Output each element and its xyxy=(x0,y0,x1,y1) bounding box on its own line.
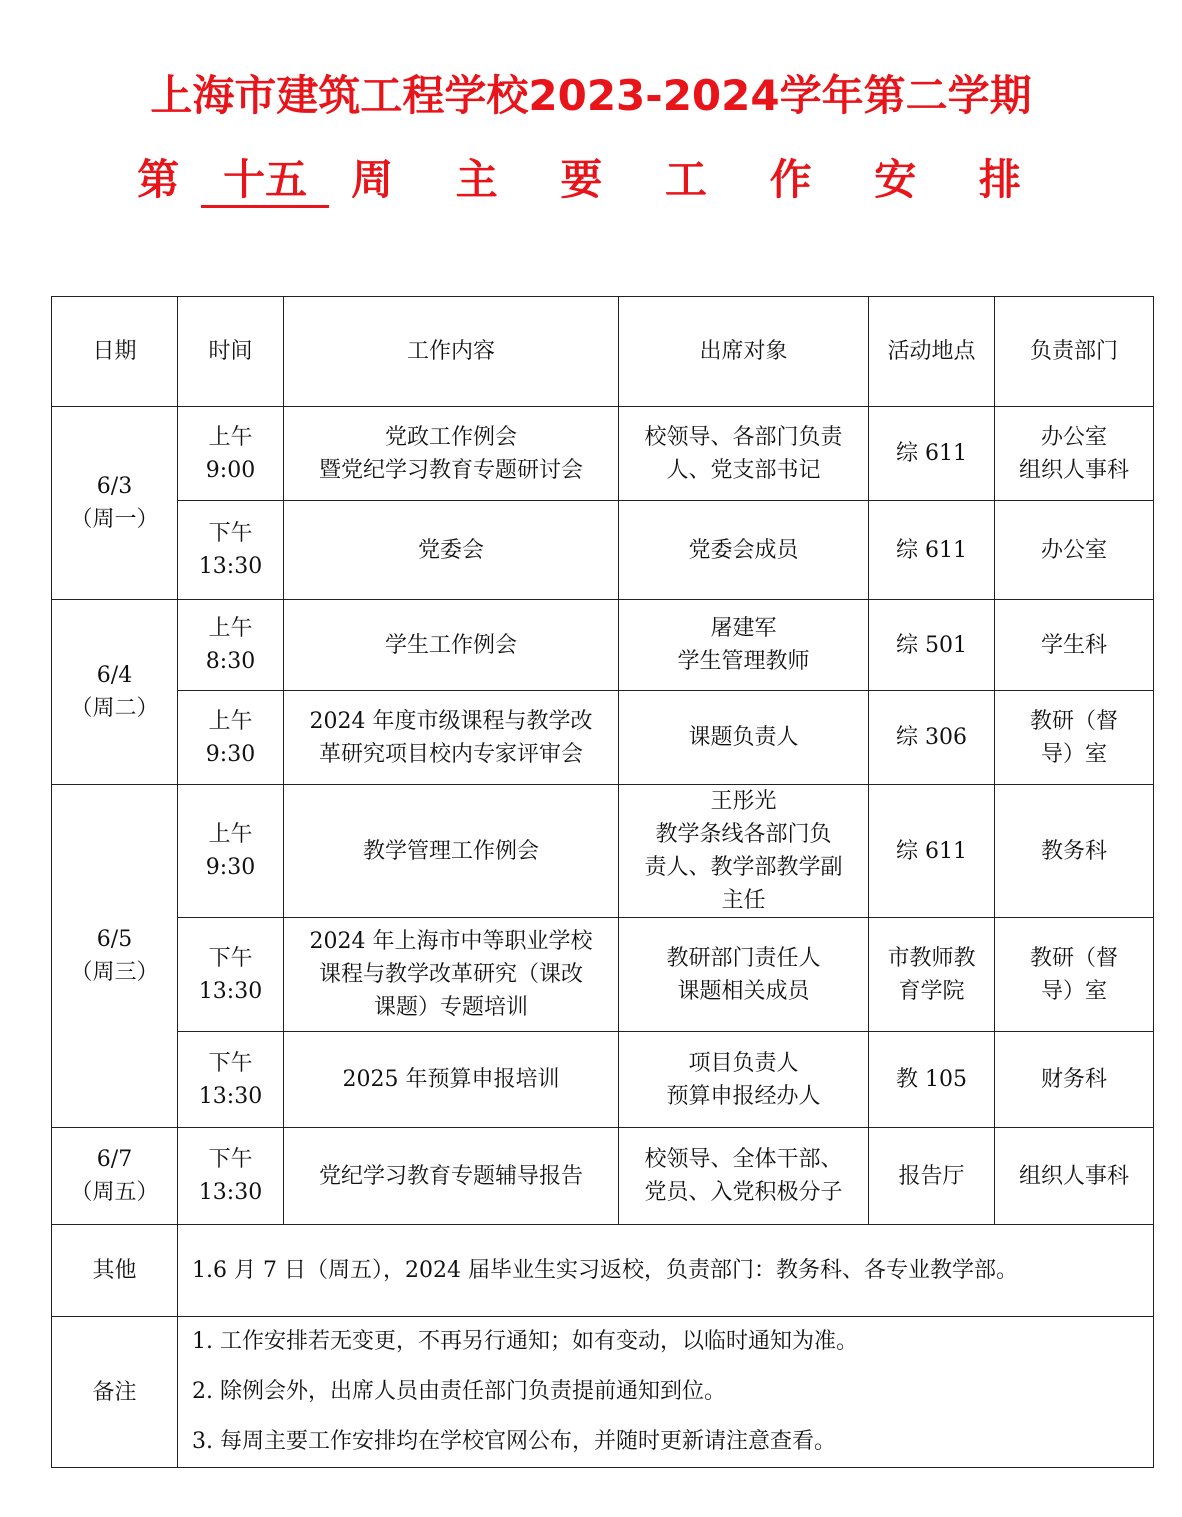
time-cell xyxy=(178,600,284,691)
attendees-line: 主任 xyxy=(721,888,766,913)
location-line: 综 611 xyxy=(896,441,967,466)
time-cell xyxy=(178,501,284,600)
week-number: 十五 xyxy=(201,155,329,208)
content-line: 课程与教学改革研究（课改 xyxy=(318,962,583,987)
other-row xyxy=(52,1225,1154,1317)
other-text: 1.6 月 7 日（周五），2024 届毕业生实习返校，负责部门：教务科、各专业教学部。 xyxy=(178,1225,1154,1317)
location-line: 综 501 xyxy=(896,632,967,658)
location-line: 教 105 xyxy=(896,1067,967,1092)
attendees-cell xyxy=(619,691,869,785)
table-row xyxy=(52,407,1154,501)
attendees-line: 责人、教学部教学副 xyxy=(644,855,843,880)
content-line: 暨党纪学习教育专题研讨会 xyxy=(318,457,583,483)
dept-line: 组织人事科 xyxy=(1018,457,1129,483)
content-cell xyxy=(284,691,619,785)
content-cell xyxy=(284,600,619,691)
dept-cell xyxy=(995,691,1154,785)
table-header-row xyxy=(52,297,1154,407)
attendees-line: 课题负责人 xyxy=(688,725,799,750)
attendees-line: 课题相关成员 xyxy=(677,978,810,1004)
dept-cell xyxy=(995,501,1154,600)
attendees-cell xyxy=(619,1128,869,1225)
attendees-cell xyxy=(619,918,869,1032)
date: 6/5 xyxy=(96,927,133,952)
remark-item: 3. 每周主要工作安排均在学校官网公布，并随时更新请注意查看。 xyxy=(192,1429,836,1454)
location-line: 综 611 xyxy=(896,838,967,864)
table-row xyxy=(52,1128,1154,1225)
time-value: 13:30 xyxy=(198,554,263,579)
schedule-table xyxy=(51,296,1154,1468)
dept-cell xyxy=(995,1128,1154,1225)
weekday: （周一） xyxy=(70,507,159,532)
weekday: （周五） xyxy=(70,1180,159,1205)
table-row xyxy=(52,1032,1154,1128)
date-cell xyxy=(52,1128,178,1225)
content-cell xyxy=(284,1128,619,1225)
header-content: 工作内容 xyxy=(284,297,619,407)
attendees-line: 校领导、全体干部、 xyxy=(644,1147,843,1172)
attendees-line: 王彤光 xyxy=(710,789,777,814)
time-value: 9:30 xyxy=(205,855,256,880)
dept-cell xyxy=(995,407,1154,501)
content-cell xyxy=(284,407,619,501)
content-cell xyxy=(284,1032,619,1128)
attendees-line: 校领导、各部门负责 xyxy=(644,424,843,450)
attendees-line: 教研部门责任人 xyxy=(666,945,821,971)
header-dept: 负责部门 xyxy=(995,297,1154,407)
location-cell xyxy=(869,691,995,785)
date: 6/4 xyxy=(96,663,133,688)
time-cell xyxy=(178,691,284,785)
attendees-cell xyxy=(619,785,869,918)
time-period: 下午 xyxy=(208,1050,253,1076)
dept-line: 组织人事科 xyxy=(1018,1163,1129,1189)
header-date: 日期 xyxy=(52,297,178,407)
remarks-label: 备注 xyxy=(52,1317,178,1468)
location-cell xyxy=(869,918,995,1032)
attendees-line: 项目负责人 xyxy=(688,1050,799,1076)
date: 6/3 xyxy=(96,474,133,499)
remarks-row xyxy=(52,1317,1154,1468)
content-line: 2025 年预算申报培训 xyxy=(342,1067,560,1092)
content-line: 课题）专题培训 xyxy=(373,995,528,1020)
dept-line: 教研（督 xyxy=(1029,708,1118,734)
content-line: 2024 年度市级课程与教学改 xyxy=(309,708,593,734)
dept-cell xyxy=(995,1032,1154,1128)
dept-line: 学生科 xyxy=(1040,632,1107,658)
time-cell xyxy=(178,1128,284,1225)
time-cell xyxy=(178,407,284,501)
time-value: 8:30 xyxy=(205,649,256,674)
date-cell xyxy=(52,407,178,600)
content-line: 党纪学习教育专题辅导报告 xyxy=(318,1163,583,1189)
time-value: 13:30 xyxy=(198,1083,263,1109)
location-line: 市教师教 xyxy=(887,945,976,971)
attendees-cell xyxy=(619,1032,869,1128)
page-subtitle xyxy=(0,150,1182,210)
content-line: 党委会 xyxy=(417,537,484,563)
time-value: 13:30 xyxy=(198,978,263,1004)
location-cell xyxy=(869,600,995,691)
content-line: 教学管理工作例会 xyxy=(362,838,539,864)
time-period: 上午 xyxy=(208,424,253,450)
content-line: 学生工作例会 xyxy=(384,632,517,658)
content-line: 革研究项目校内专家评审会 xyxy=(318,741,583,767)
header-location: 活动地点 xyxy=(869,297,995,407)
header-time: 时间 xyxy=(178,297,284,407)
other-label: 其他 xyxy=(52,1225,178,1317)
attendees-line: 人、党支部书记 xyxy=(666,457,821,483)
remarks-text xyxy=(178,1317,1154,1468)
attendees-line: 屠建军 xyxy=(710,616,777,641)
date: 6/7 xyxy=(96,1147,133,1172)
location-line: 育学院 xyxy=(898,978,965,1004)
remark-item: 1. 工作安排若无变更，不再另行通知；如有变动，以临时通知为准。 xyxy=(192,1329,858,1354)
subtitle-suffix: 周 主 要 工 作 安 排 xyxy=(351,155,1045,204)
time-cell xyxy=(178,1032,284,1128)
header-attendees: 出席对象 xyxy=(619,297,869,407)
time-value: 9:00 xyxy=(205,457,256,483)
weekday: （周二） xyxy=(70,696,159,721)
date-cell xyxy=(52,600,178,785)
location-line: 报告厅 xyxy=(898,1163,965,1189)
time-period: 上午 xyxy=(208,822,253,847)
attendees-line: 党委会成员 xyxy=(688,537,799,563)
table-row xyxy=(52,785,1154,918)
subtitle-prefix: 第 xyxy=(137,155,180,204)
remark-item: 2. 除例会外，出席人员由责任部门负责提前通知到位。 xyxy=(192,1379,726,1404)
dept-line: 导）室 xyxy=(1040,741,1107,767)
time-period: 上午 xyxy=(208,616,253,641)
location-cell xyxy=(869,407,995,501)
attendees-cell xyxy=(619,600,869,691)
table-row xyxy=(52,600,1154,691)
dept-line: 办公室 xyxy=(1040,537,1107,563)
content-line: 党政工作例会 xyxy=(384,424,517,450)
page-title: 上海市建筑工程学校2023-2024学年第二学期 xyxy=(150,71,1032,120)
date-cell xyxy=(52,785,178,1128)
time-value: 9:30 xyxy=(205,741,256,767)
dept-line: 教务科 xyxy=(1040,838,1107,864)
dept-cell xyxy=(995,600,1154,691)
time-cell xyxy=(178,785,284,918)
attendees-line: 学生管理教师 xyxy=(677,649,810,674)
content-line: 2024 年上海市中等职业学校 xyxy=(309,929,593,954)
dept-line: 导）室 xyxy=(1040,978,1107,1004)
location-cell xyxy=(869,1032,995,1128)
time-value: 13:30 xyxy=(198,1180,263,1205)
content-cell xyxy=(284,501,619,600)
attendees-line: 预算申报经办人 xyxy=(666,1083,821,1109)
weekday: （周三） xyxy=(70,960,159,985)
location-line: 综 611 xyxy=(896,537,967,563)
table-row xyxy=(52,691,1154,785)
location-line: 综 306 xyxy=(896,725,967,750)
location-cell xyxy=(869,1128,995,1225)
content-cell xyxy=(284,918,619,1032)
time-cell xyxy=(178,918,284,1032)
time-period: 下午 xyxy=(208,945,253,971)
dept-cell xyxy=(995,785,1154,918)
time-period: 下午 xyxy=(208,1147,253,1172)
dept-line: 财务科 xyxy=(1040,1067,1107,1092)
content-cell xyxy=(284,785,619,918)
table-row xyxy=(52,501,1154,600)
attendees-line: 教学条线各部门负 xyxy=(655,822,832,847)
dept-line: 教研（督 xyxy=(1029,945,1118,971)
table-row xyxy=(52,918,1154,1032)
location-cell xyxy=(869,501,995,600)
attendees-cell xyxy=(619,407,869,501)
dept-line: 办公室 xyxy=(1040,424,1107,450)
location-cell xyxy=(869,785,995,918)
time-period: 下午 xyxy=(208,521,253,546)
dept-cell xyxy=(995,918,1154,1032)
time-period: 上午 xyxy=(208,708,253,734)
attendees-cell xyxy=(619,501,869,600)
attendees-line: 党员、入党积极分子 xyxy=(644,1180,843,1205)
